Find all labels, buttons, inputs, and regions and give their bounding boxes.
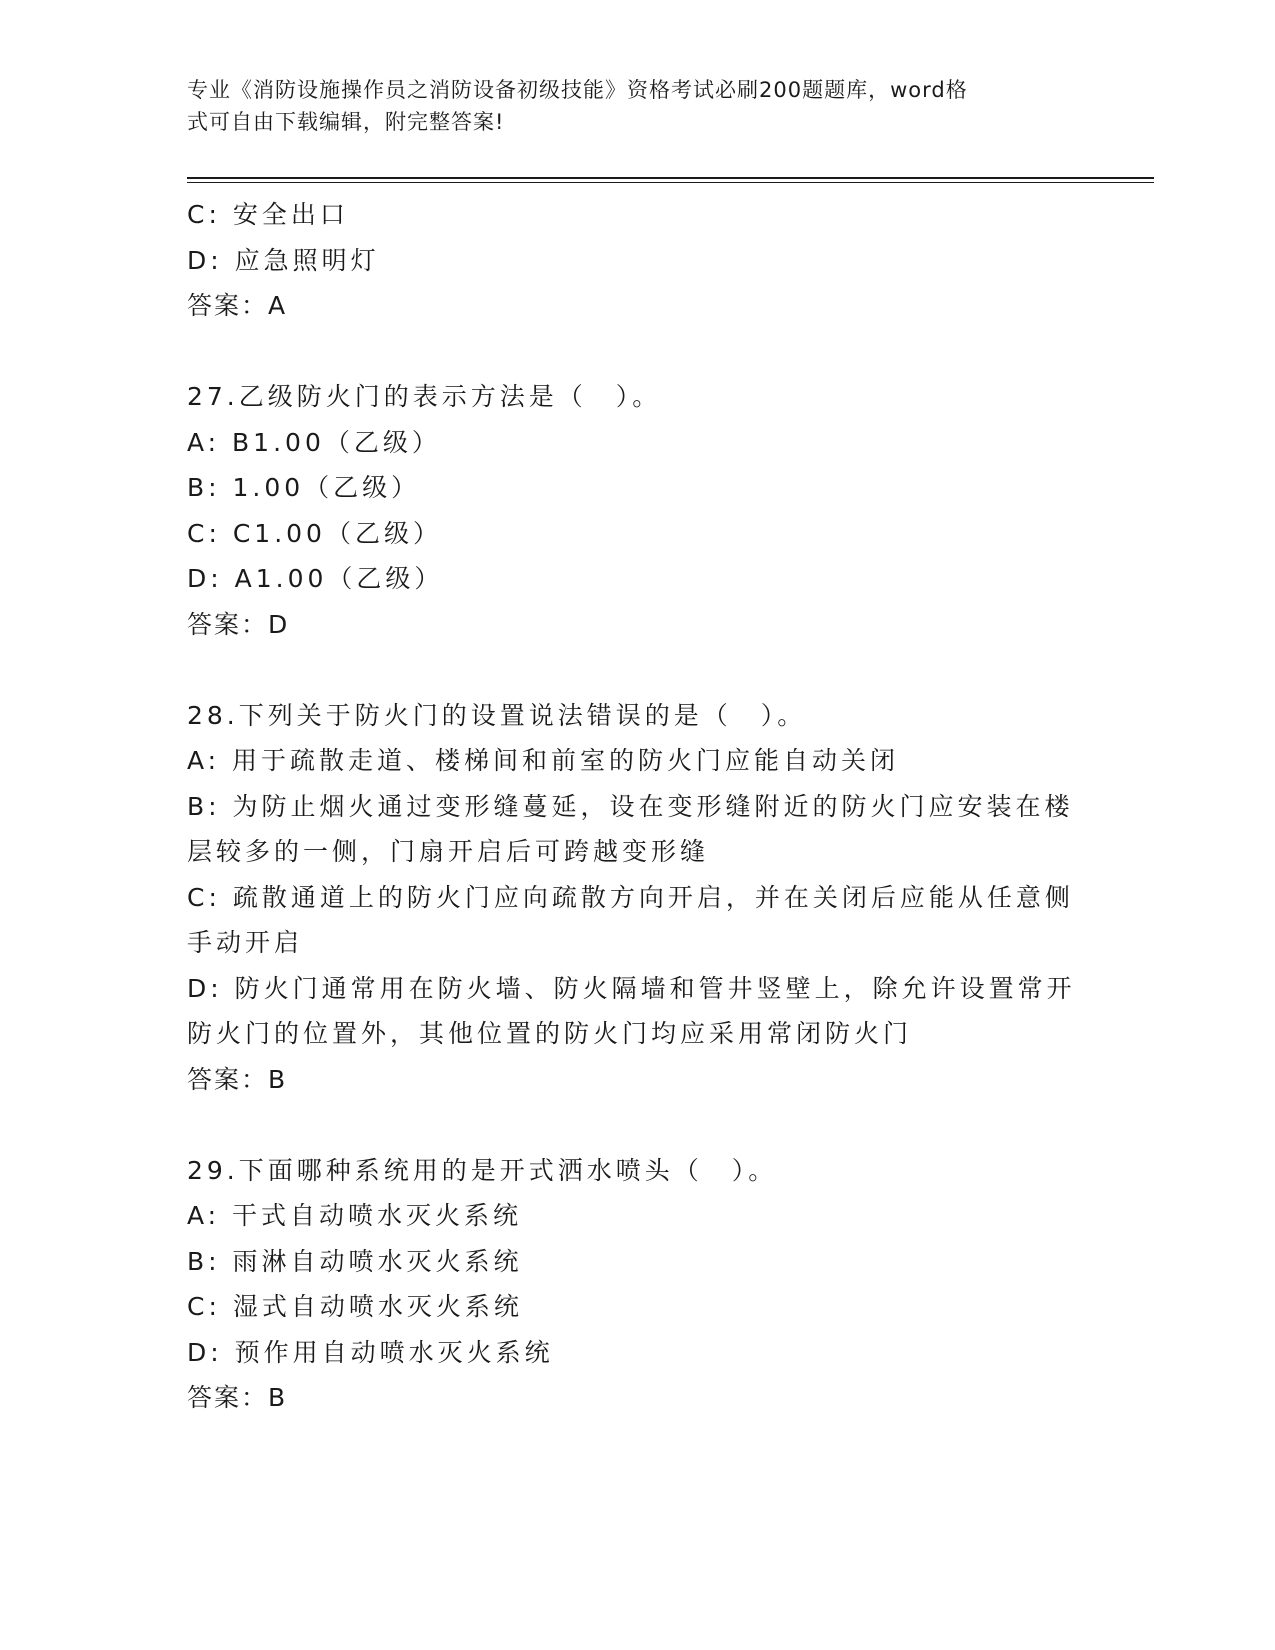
spacer [187, 329, 1087, 375]
option-d: D: A1.00（乙级） [187, 564, 444, 593]
question-stem: 27.乙级防火门的表示方法是（ ）。 [187, 382, 662, 411]
spacer [187, 1102, 1087, 1148]
answer: 答案：B [187, 1064, 288, 1094]
option-a: A: B1.00（乙级） [187, 427, 441, 457]
option-b-continued: 层较多的一侧，门扇开启后可跨越变形缝 [187, 837, 710, 866]
answer: 答案：B [187, 1383, 288, 1412]
option-d-continued: 防火门的位置外，其他位置的防火门均应采用常闭防火门 [187, 1019, 913, 1048]
prev-option-c: C: 安全出口 [187, 200, 349, 229]
option-d: D: 预作用自动喷水灭火系统 [187, 1337, 554, 1367]
prev-option-d: D: 应急照明灯 [187, 245, 380, 275]
option-a: A: 用于疏散走道、楼梯间和前室的防火门应能自动关闭 [187, 746, 900, 775]
option-b: B: 1.00（乙级） [187, 473, 421, 502]
option-a: A: 干式自动喷水灭火系统 [187, 1201, 523, 1230]
header-divider-thick [187, 177, 1154, 179]
answer: 答案：D [187, 609, 290, 639]
question-28 [187, 693, 1087, 1103]
option-d: D: 防火门通常用在防火墙、防火隔墙和管井竖壁上，除允许设置常开 [187, 973, 1076, 1003]
option-c-continued: 手动开启 [187, 928, 304, 957]
option-c: C: 疏散通道上的防火门应向疏散方向开启，并在关闭后应能从任意侧 [187, 882, 1074, 912]
document-header [187, 74, 1067, 138]
prev-answer: 答案：A [187, 291, 288, 320]
question-content [187, 192, 1087, 1421]
option-c: C: 湿式自动喷水灭火系统 [187, 1292, 523, 1321]
option-b: B: 为防止烟火通过变形缝蔓延，设在变形缝附近的防火门应安装在楼 [187, 791, 1074, 821]
option-b: B: 雨淋自动喷水灭火系统 [187, 1246, 523, 1276]
question-29 [187, 1148, 1087, 1421]
option-c: C: C1.00（乙级） [187, 518, 442, 548]
header-line-1: 专业《消防设施操作员之消防设备初级技能》资格考试必刷200题题库，word格 [187, 78, 968, 102]
question-stem: 28.下列关于防火门的设置说法错误的是（ ）。 [187, 700, 807, 730]
question-stem: 29.下面哪种系统用的是开式洒水喷头（ ）。 [187, 1155, 778, 1185]
header-line-2: 式可自由下载编辑，附完整答案! [187, 110, 505, 134]
header-divider-thin [187, 182, 1154, 183]
question-27 [187, 374, 1087, 647]
spacer [187, 647, 1087, 693]
